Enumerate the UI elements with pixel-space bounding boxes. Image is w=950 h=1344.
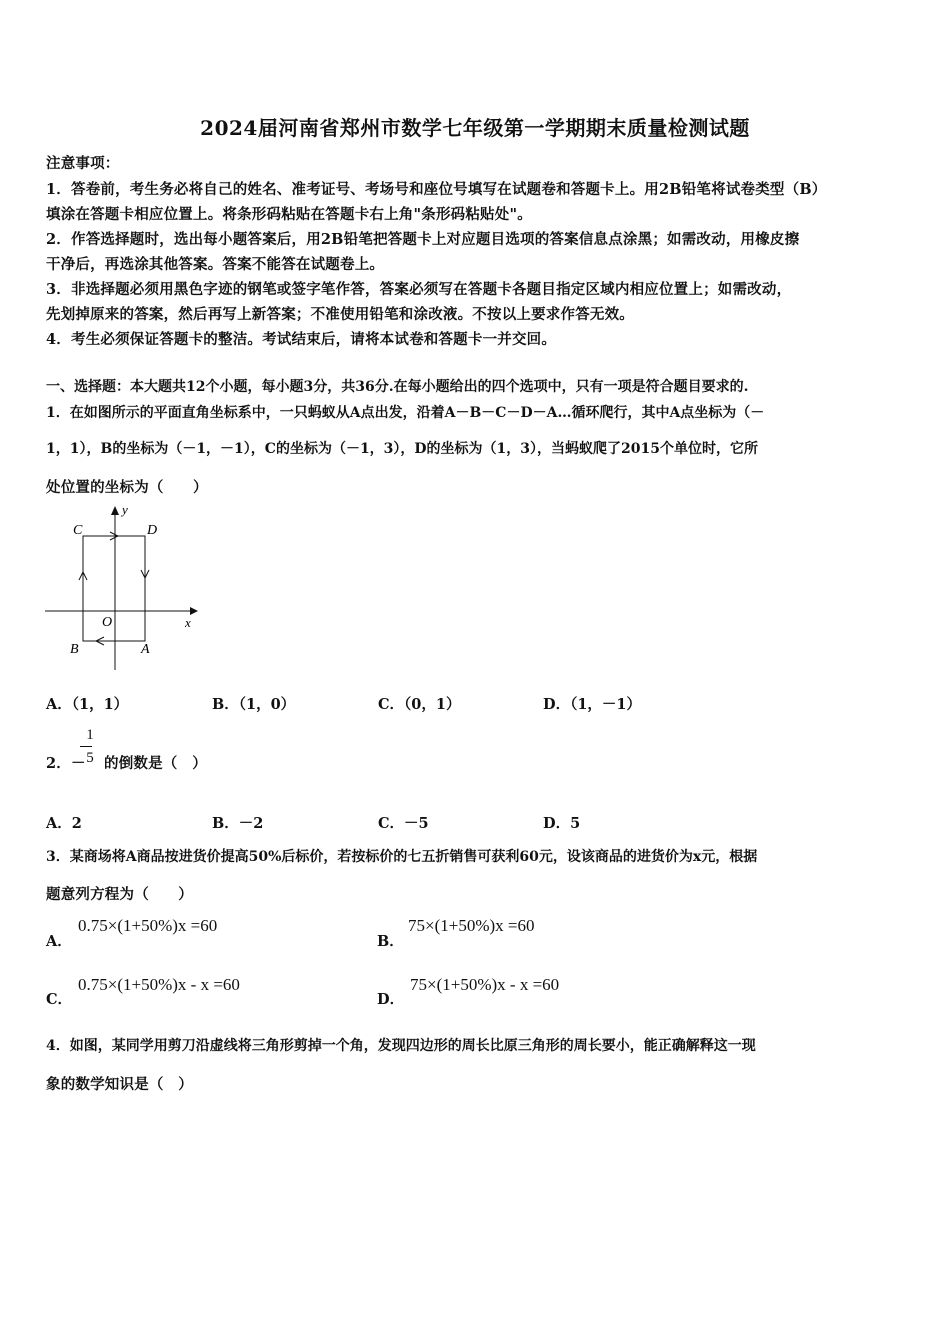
notice-line: 填涂在答题卡相应位置上。将条形码粘贴在答题卡右上角"条形码粘贴处"。	[46, 206, 532, 223]
notice-line: 2．作答选择题时，选出每小题答案后，用2B铅笔把答题卡上对应题目选项的答案信息点涂黑；如需改动，用橡皮擦	[46, 231, 800, 248]
q1-coordinate-figure	[40, 500, 205, 675]
label-b: B	[70, 642, 79, 657]
q3-stem-line: 题意列方程为（ ）	[46, 886, 193, 903]
q2-option-d[interactable]: D．5	[543, 815, 581, 832]
q3-option-c-label[interactable]: C．	[46, 991, 73, 1008]
q4-stem-line: 象的数学知识是（ ）	[46, 1076, 193, 1093]
notice-heading: 注意事项：	[46, 155, 120, 172]
q1-stem-line: 1，1），B的坐标为（－1，－1），C的坐标为（－1，3），D的坐标为（1，3），当蚂蚁爬了2015个单位时，它所	[46, 441, 759, 457]
q3-option-a-label[interactable]: A．	[46, 933, 72, 950]
label-y: y	[122, 502, 128, 517]
y-axis-arrow-icon	[111, 506, 119, 515]
label-x: x	[185, 615, 191, 630]
notice-line: 干净后，再选涂其他答案。答案不能答在试题卷上。	[46, 256, 385, 273]
q1-stem-line: 处位置的坐标为（ ）	[46, 479, 208, 496]
label-origin: O	[102, 615, 113, 630]
q1-option-d[interactable]: D．（1，－1）	[543, 696, 642, 713]
section-heading: 一、选择题：本大题共12个小题，每小题3分，共36分.在每小题给出的四个选项中，只有一项是符合题目要求的.	[46, 379, 749, 395]
q2-option-c[interactable]: C．－5	[378, 815, 429, 832]
notice-line: 4．考生必须保证答题卡的整洁。考试结束后，请将本试卷和答题卡一并交回。	[46, 331, 557, 348]
x-axis-arrow-icon	[190, 607, 198, 615]
q3-option-d-equation: 75×(1+50%)x - x =60	[410, 975, 560, 994]
label-c: C	[73, 523, 83, 538]
q3-option-c-equation: 0.75×(1+50%)x - x =60	[78, 975, 240, 994]
fraction-bar	[80, 746, 92, 747]
q1-option-b[interactable]: B．（1，0）	[212, 696, 296, 713]
q3-option-b-label[interactable]: B．	[377, 933, 404, 950]
label-a: A	[141, 642, 150, 657]
q2-option-b[interactable]: B．－2	[212, 815, 264, 832]
q2-prefix: 2．－	[46, 755, 86, 772]
ant-path-rectangle	[83, 536, 145, 641]
q1-option-a[interactable]: A．（1，1）	[46, 696, 129, 713]
notice-line: 3．非选择题必须用黑色字迹的钢笔或签字笔作答，答案必须写在答题卡各题目指定区域内相应位置上；如需改动，	[46, 281, 792, 298]
q3-option-d-label[interactable]: D．	[377, 991, 405, 1008]
q4-stem-line: 4．如图，某同学用剪刀沿虚线将三角形剪掉一个角，发现四边形的周长比原三角形的周长要小，能正确解释这一现	[46, 1038, 756, 1054]
fraction-denominator: 5	[86, 750, 94, 766]
q3-stem-line: 3．某商场将A商品按进货价提高50%后标价，若按标价的七五折销售可获利60元，设该商品的进货价为x元，根据	[46, 849, 758, 865]
fraction-numerator: 1	[86, 727, 94, 743]
page-title: 2024届河南省郑州市数学七年级第一学期期末质量检测试题	[200, 116, 750, 140]
notice-line: 先划掉原来的答案，然后再写上新答案；不准使用铅笔和涂改液。不按以上要求作答无效。	[46, 306, 634, 323]
q3-option-a-equation: 0.75×(1+50%)x =60	[78, 916, 218, 935]
notice-line: 1．答卷前，考生务必将自己的姓名、准考证号、考场号和座位号填写在试题卷和答题卡上。用2B铅笔将试卷类型（B）	[46, 181, 827, 198]
q2-suffix: 的倒数是（ ）	[104, 755, 207, 772]
q1-option-c[interactable]: C．（0，1）	[378, 696, 461, 713]
label-d: D	[147, 523, 158, 538]
q3-option-b-equation: 75×(1+50%)x =60	[408, 916, 535, 935]
q1-stem-line: 1．在如图所示的平面直角坐标系中，一只蚂蚁从A点出发，沿着A－B－C－D－A…循环爬行，其中A点坐标为（－	[46, 405, 765, 421]
q2-option-a[interactable]: A．2	[46, 815, 82, 832]
